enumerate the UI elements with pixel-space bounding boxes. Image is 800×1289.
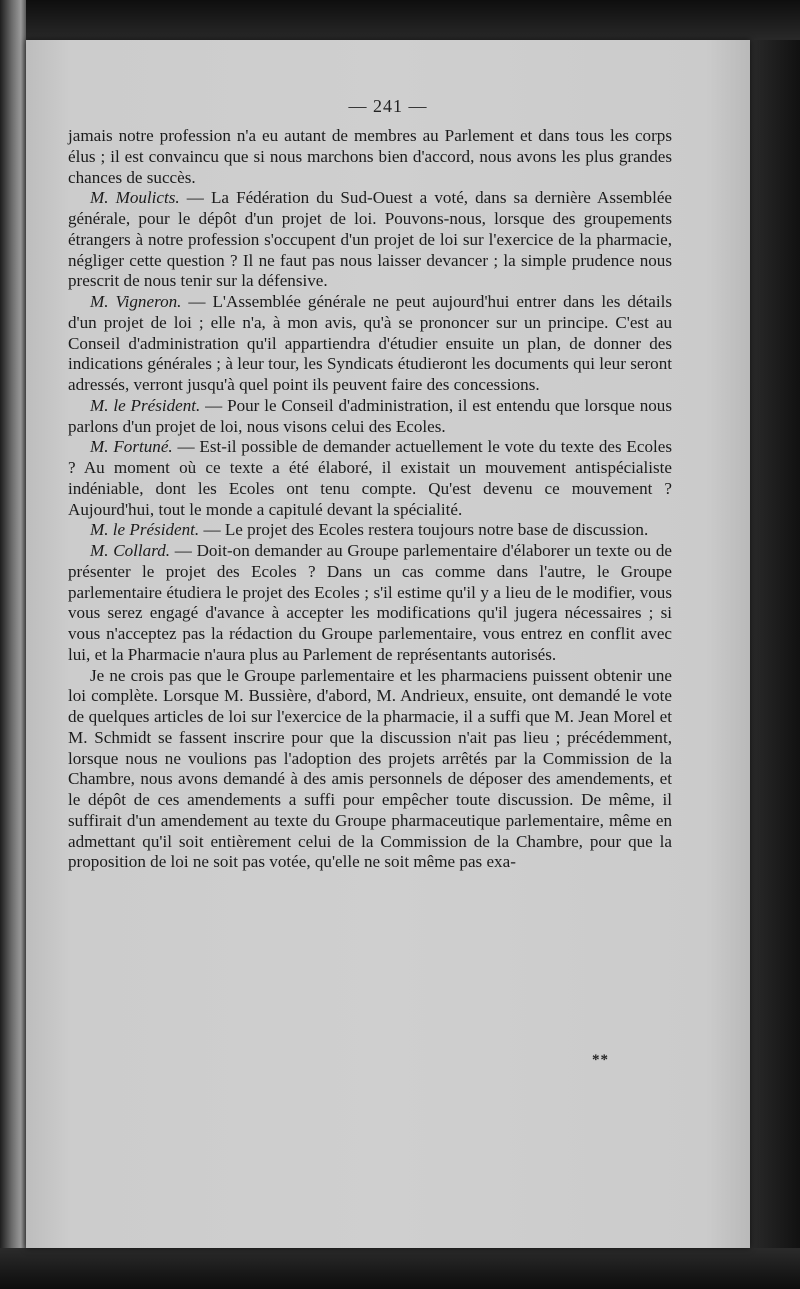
paragraph [68,520,672,541]
paragraph [68,396,672,438]
paragraph [68,541,672,666]
paragraph-text: — Le projet des Ecoles restera toujours notre base de discussion. [199,520,649,540]
scan-bottom-background [0,1248,800,1289]
paragraph [68,292,672,396]
paragraph [68,666,672,874]
speaker-name: M. Moulicts. [90,188,180,208]
paragraph-text: jamais notre profession n'a eu autant de membres au Parlement et dans tous les corps élus ; il est convaincu que si nous marchons bien d'accord, nous avons les plus grandes chances de succès. [68,126,672,187]
document-page [26,40,750,1248]
scan-top-background [0,0,800,42]
paragraph-text: — Est-il possible de demander actuellement le vote du texte des Ecoles ? Au moment où ce texte a été élaboré, il existait un mouvement antispécialiste indéniable, dont les Ecoles ont tenu compte. Qu'est devenu ce mouvement ? Aujourd'hui, tout le monde a capitulé devant la spécialité. [68,437,672,519]
speaker-name: M. le Président. [90,395,201,415]
paragraph-text: Je ne crois pas que le Groupe parlementaire et les pharmaciens puissent obtenir une loi complète. Lorsque M. Bussière, d'abord, M. Andrieux, ensuite, ont demandé le vote de quelques articles de loi sur l'exercice de la pharmacie, il a suffi que M. Jean Morel et M. Schmidt se fassent inscrire pour que la discussion n'ait pas lieu ; précédemment, lorsque nous ne voulions pas l'adoption des projets arrêtés par la Commission de la Chambre, nous avons demandé à des amis personnels de déposer des amendements, et le dépôt de ces amendements a suffi pour empêcher toute discussion. De même, il suffirait d'un amendement au texte du Groupe pharmaceutique parlementaire, même en admettant qu'il soit entièrement celui de la Commission de la Chambre, pour que la proposition de loi ne soit pas votée, qu'elle ne soit même pas exa- [68,665,672,872]
paragraph [68,126,672,188]
body-text [68,126,672,873]
signature-mark: ** [592,1052,609,1068]
speaker-name: M. Fortuné. [90,437,173,457]
page-number: — 241 — [348,96,428,116]
paragraph-text: — L'Assemblée générale ne peut aujourd'hui entrer dans les détails d'un projet de loi ; elle n'a, à mon avis, qu'à se prononcer sur un principe. C'est au Conseil d'administration qu'il appartiendra d'étudier ensuite un plan, de donner des indications générales ; à leur tour, les Syndicats étudieront les documents qui leur seront adressés, verront jusqu'à quel point ils peuvent faire des concessions. [68,292,672,394]
scan-right-background [750,40,800,1289]
paragraph-text: — Pour le Conseil d'administration, il est entendu que lorsque nous parlons d'un projet de loi, nous visons celui des Ecoles. [68,395,672,436]
paragraph [68,188,672,292]
adjacent-page-edge [0,0,26,1289]
paragraph-text: — La Fédération du Sud-Ouest a voté, dans sa dernière Assemblée générale, pour le dépôt d'un projet de loi. Pouvons-nous, lorsque des groupements étrangers à notre profession s'occupent d'un projet de loi sur l'exercice de la pharmacie, négliger cette question ? Il ne faut pas nous laisser devancer ; la simple prudence nous prescrit de nous tenir sur la défensive. [68,188,673,291]
paragraph [68,437,672,520]
paragraph-text: — Doit-on demander au Groupe parlementaire d'élaborer un texte ou de présenter le projet des Ecoles ? Dans un cas comme dans l'autre, le Groupe parlementaire étudiera le projet des Ecoles ; s'il estime qu'il y a lieu de le modifier, vous vous serez engagé d'avance à accepter les modifications qu'il jugera nécessaires ; si vous n'acceptez pas la rédaction du Groupe parlementaire, vous entrez en conflit avec lui, et la Pharmacie n'aura plus au Parlement de représentants autorisés. [68,541,672,664]
speaker-name: M. Collard. [90,541,171,560]
speaker-name: M. le Président. [90,520,200,540]
speaker-name: M. Vigneron. [90,292,182,311]
